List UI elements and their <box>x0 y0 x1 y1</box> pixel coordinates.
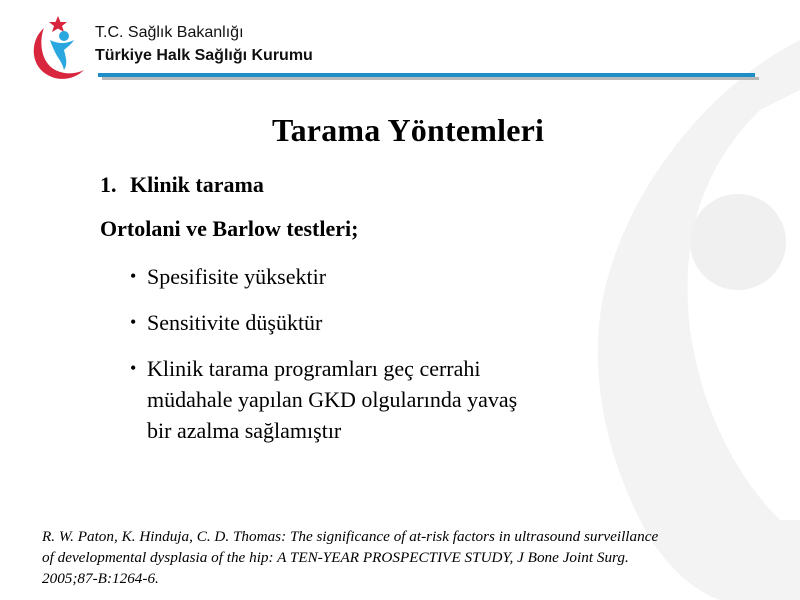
numbered-item-number: 1. <box>100 172 117 197</box>
bullet-icon: • <box>130 312 137 332</box>
bullet-icon: • <box>130 266 137 286</box>
numbered-item <box>100 172 264 198</box>
bullet-text-line: müdahale yapılan GKD olgularında yavaş <box>147 387 518 412</box>
bullet-item <box>130 261 610 292</box>
slide-title: Tarama Yöntemleri <box>272 112 545 148</box>
bullet-item <box>130 307 610 338</box>
bullet-item <box>130 353 610 446</box>
reference-citation <box>42 526 777 589</box>
institution-name: Türkiye Halk Sağlığı Kurumu <box>95 47 313 64</box>
bullet-text: Spesifisite yüksektir <box>147 264 327 289</box>
organization-header <box>95 23 313 66</box>
bullet-text: Sensitivite düşüktür <box>147 310 323 335</box>
bullet-text-line: Klinik tarama programları geç cerrahi <box>147 356 481 381</box>
ministry-name: T.C. Sağlık Bakanlığı <box>95 24 244 41</box>
header-divider <box>98 73 755 80</box>
bullet-icon: • <box>130 358 137 378</box>
numbered-item-text: Klinik tarama <box>130 172 264 197</box>
reference-line: of developmental dysplasia of the hip: A TEN-YEAR PROSPECTIVE STUDY, J Bone Joint Surg. <box>42 549 629 566</box>
subheading: Ortolani ve Barlow testleri; <box>100 216 359 241</box>
ministry-logo-icon <box>28 14 88 80</box>
bullet-list <box>130 261 610 461</box>
bullet-text-line: bir azalma sağlamıştır <box>147 418 342 443</box>
reference-line: R. W. Paton, K. Hinduja, C. D. Thomas: The significance of at-risk factors in ultrasound surveillance <box>42 528 659 545</box>
reference-line: 2005;87-B:1264-6. <box>42 570 159 587</box>
